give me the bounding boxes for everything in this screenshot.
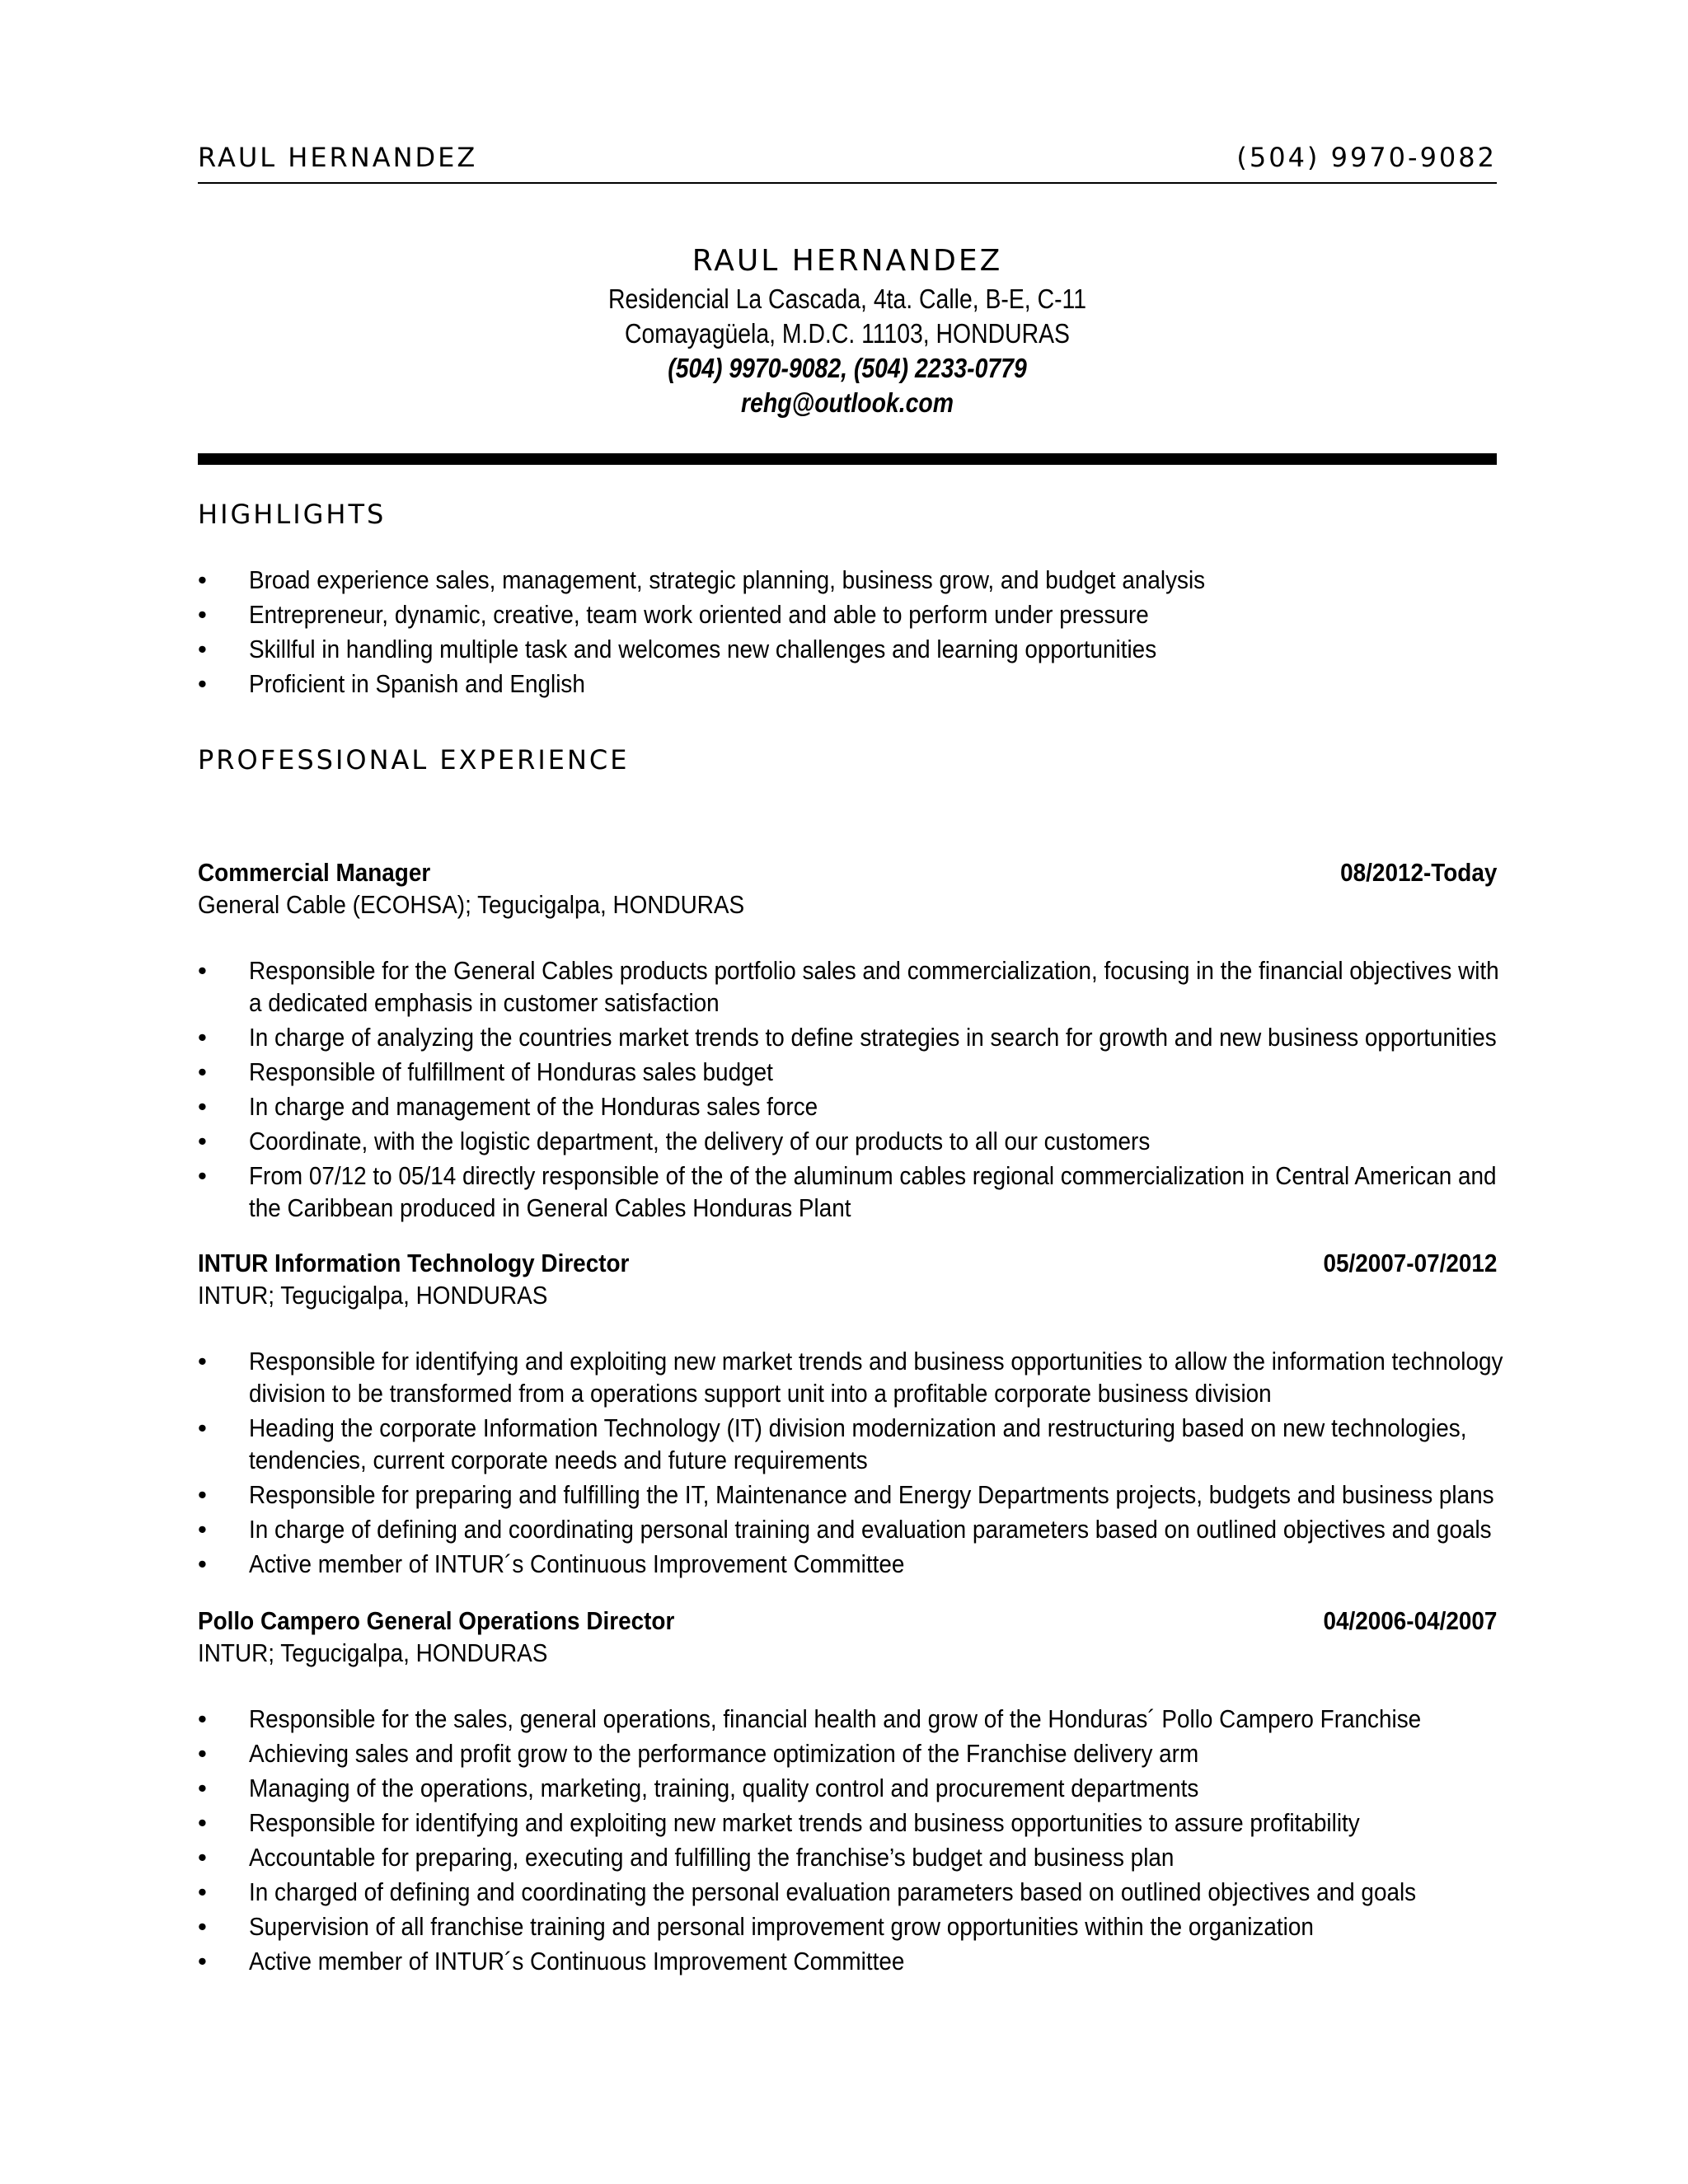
list-item: • Proficient in Spanish and English: [198, 669, 585, 698]
job-company: General Cable (ECOHSA); Tegucigalpa, HONDURAS: [198, 890, 745, 919]
bullet-glyph: •: [198, 1774, 207, 1802]
experience-heading: PROFESSIONAL EXPERIENCE: [198, 744, 630, 776]
bullet-glyph: •: [198, 1127, 207, 1155]
bullet-glyph: •: [198, 1808, 207, 1837]
job-duties-list: [198, 954, 1508, 1226]
bullet-glyph: •: [198, 1023, 207, 1052]
job-dates: 05/2007-07/2012: [1323, 1249, 1497, 1277]
list-item: • In charge and management of the Honduras sales force: [198, 1092, 818, 1121]
running-header: [198, 142, 1497, 173]
highlights-heading: HIGHLIGHTS: [198, 499, 387, 530]
bullet-glyph: •: [198, 1161, 207, 1190]
header-divider: [198, 182, 1497, 184]
address-line-2: Comayagüela, M.D.C. 11103, HONDURAS: [625, 318, 1070, 349]
list-item: • Active member of INTUR´s Continuous Improvement Committee: [198, 1549, 905, 1578]
section-divider: [198, 453, 1497, 465]
bullet-glyph: •: [198, 1843, 207, 1872]
bullet-glyph: •: [198, 1347, 207, 1376]
list-item: • In charge of defining and coordinating personal training and evaluation parameters based on outlined objectives and goals: [198, 1515, 1492, 1544]
job-title: Pollo Campero General Operations Director: [198, 1606, 675, 1635]
list-item: • Coordinate, with the logistic department, the delivery of our products to all our customers: [198, 1127, 1151, 1155]
list-item: • Managing of the operations, marketing, training, quality control and procurement departments: [198, 1774, 1199, 1802]
header-name: RAUL HERNANDEZ: [198, 142, 478, 173]
job-header: [198, 857, 1497, 921]
job-duties-list: [198, 1703, 1508, 1980]
list-item: • From 07/12 to 05/14 directly responsible of the of the aluminum cables regional commercialization in Central American and the Caribbean produced in General Cables Honduras Plant: [198, 1161, 1497, 1222]
bullet-glyph: •: [198, 956, 207, 985]
job-company: INTUR; Tegucigalpa, HONDURAS: [198, 1638, 548, 1667]
job-dates: 08/2012-Today: [1339, 858, 1497, 887]
list-item: • In charge of analyzing the countries market trends to define strategies in search for growth and new business opportunities: [198, 1023, 1497, 1052]
contact-email: rehg@outlook.com: [741, 387, 954, 418]
contact-block: [198, 241, 1497, 420]
list-item: • Responsible of fulfillment of Honduras sales budget: [198, 1057, 773, 1086]
list-item: • Active member of INTUR´s Continuous Improvement Committee: [198, 1947, 905, 1975]
list-item: • Skillful in handling multiple task and welcomes new challenges and learning opportunities: [198, 635, 1157, 663]
contact-name: RAUL HERNANDEZ: [692, 244, 1003, 278]
job-title: INTUR Information Technology Director: [198, 1249, 630, 1277]
list-item: • Responsible for identifying and exploiting new market trends and business opportunities to allow the information technology division to be transformed from a operations support unit into a profitable corporate business division: [198, 1347, 1503, 1408]
contact-phones: (504) 9970-9082, (504) 2233-0779: [668, 353, 1027, 383]
bullet-glyph: •: [198, 1413, 207, 1442]
bullet-glyph: •: [198, 565, 207, 594]
list-item: • Entrepreneur, dynamic, creative, team work oriented and able to perform under pressure: [198, 600, 1149, 629]
header-phone: (504) 9970-9082: [1236, 142, 1497, 173]
bullet-glyph: •: [198, 1704, 207, 1733]
bullet-glyph: •: [198, 1549, 207, 1578]
list-item: • Accountable for preparing, executing and fulfilling the franchise’s budget and business plan: [198, 1843, 1175, 1872]
list-item: • Broad experience sales, management, strategic planning, business grow, and budget analysis: [198, 565, 1206, 594]
list-item: • Responsible for identifying and exploiting new market trends and business opportunities to assure profitability: [198, 1808, 1360, 1837]
list-item: • Responsible for the sales, general operations, financial health and grow of the Honduras´ Pollo Campero Franchise: [198, 1704, 1422, 1733]
bullet-glyph: •: [198, 1877, 207, 1906]
list-item: • Achieving sales and profit grow to the performance optimization of the Franchise delivery arm: [198, 1739, 1199, 1768]
bullet-glyph: •: [198, 669, 207, 698]
list-item: • Supervision of all franchise training and personal improvement grow opportunities within the organization: [198, 1912, 1314, 1941]
bullet-glyph: •: [198, 1515, 207, 1544]
list-item: • In charged of defining and coordinating the personal evaluation parameters based on outlined objectives and goals: [198, 1877, 1417, 1906]
bullet-glyph: •: [198, 600, 207, 629]
bullet-glyph: •: [198, 635, 207, 663]
job-title: Commercial Manager: [198, 858, 431, 887]
list-item: • Responsible for the General Cables products portfolio sales and commercialization, focusing in the financial objectives with a dedicated emphasis in customer satisfaction: [198, 956, 1499, 1017]
job-duties-list: [198, 1345, 1508, 1582]
job-dates: 04/2006-04/2007: [1323, 1606, 1497, 1635]
address-line-1: Residencial La Cascada, 4ta. Calle, B-E, C-11: [608, 284, 1086, 314]
job-header: [198, 1248, 1497, 1312]
bullet-glyph: •: [198, 1912, 207, 1941]
list-item: • Responsible for preparing and fulfilling the IT, Maintenance and Energy Departments projects, budgets and business plans: [198, 1480, 1494, 1509]
list-item: • Heading the corporate Information Technology (IT) division modernization and restructuring based on new technologies, tendencies, current corporate needs and future requirements: [198, 1413, 1467, 1474]
bullet-glyph: •: [198, 1947, 207, 1975]
bullet-glyph: •: [198, 1480, 207, 1509]
job-header: [198, 1605, 1497, 1670]
job-company: INTUR; Tegucigalpa, HONDURAS: [198, 1281, 548, 1310]
bullet-glyph: •: [198, 1092, 207, 1121]
bullet-glyph: •: [198, 1739, 207, 1768]
bullet-glyph: •: [198, 1057, 207, 1086]
highlights-list: [198, 564, 1508, 702]
